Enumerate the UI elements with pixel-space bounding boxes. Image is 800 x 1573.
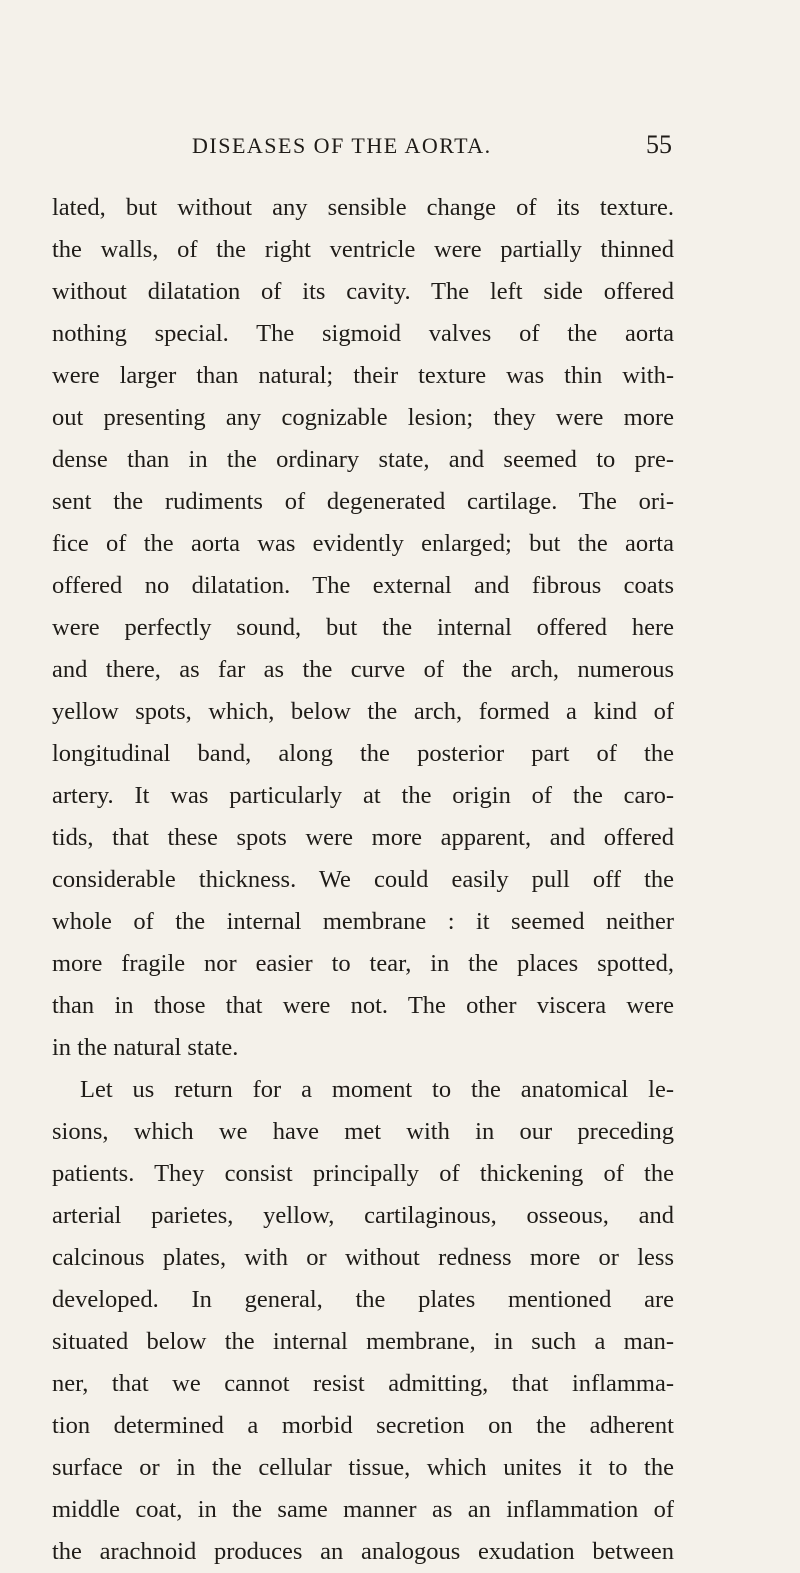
text-line: offered no dilatation. The external and fibrous coats: [52, 572, 674, 599]
text-line: yellow spots, which, below the arch, formed a kind of: [52, 698, 674, 725]
text-line: middle coat, in the same manner as an inflammation of: [52, 1496, 674, 1523]
text-line: artery. It was particularly at the origin of the caro-: [52, 782, 674, 809]
text-line: than in those that were not. The other viscera were: [52, 992, 674, 1019]
text-line: without dilatation of its cavity. The left side offered: [52, 278, 674, 305]
paragraph-start-line: Let us return for a moment to the anatomical le-: [80, 1076, 674, 1103]
text-line: the walls, of the right ventricle were partially thinned: [52, 236, 674, 263]
text-line: developed. In general, the plates mentioned are: [52, 1286, 674, 1313]
text-line: arterial parietes, yellow, cartilaginous, osseous, and: [52, 1202, 674, 1229]
text-line: situated below the internal membrane, in such a man-: [52, 1328, 674, 1355]
text-line: calcinous plates, with or without redness more or less: [52, 1244, 674, 1271]
text-line: tion determined a morbid secretion on the adherent: [52, 1412, 674, 1439]
text-line: sions, which we have met with in our preceding: [52, 1118, 674, 1145]
text-line: considerable thickness. We could easily pull off the: [52, 866, 674, 893]
text-line: whole of the internal membrane : it seemed neither: [52, 908, 674, 935]
body-text: [52, 187, 674, 1565]
text-line: the arachnoid produces an analogous exudation between: [52, 1538, 674, 1565]
text-line: sent the rudiments of degenerated cartilage. The ori-: [52, 488, 674, 515]
text-line: ner, that we cannot resist admitting, that inflamma-: [52, 1370, 674, 1397]
text-line: dense than in the ordinary state, and seemed to pre-: [52, 446, 674, 473]
text-line: surface or in the cellular tissue, which unites it to the: [52, 1454, 674, 1481]
page-number: 55: [646, 130, 672, 159]
text-line: and there, as far as the curve of the arch, numerous: [52, 656, 674, 683]
text-line: fice of the aorta was evidently enlarged; but the aorta: [52, 530, 674, 557]
text-line: tids, that these spots were more apparent, and offered: [52, 824, 674, 851]
text-line: out presenting any cognizable lesion; they were more: [52, 404, 674, 431]
text-line: longitudinal band, along the posterior part of the: [52, 740, 674, 767]
running-head: DISEASES OF THE AORTA.: [192, 133, 492, 158]
page-header: [192, 130, 672, 173]
text-line: nothing special. The sigmoid valves of the aorta: [52, 320, 674, 347]
text-line: lated, but without any sensible change of its texture.: [52, 194, 674, 221]
paragraph-end-line: in the natural state.: [52, 1034, 239, 1061]
text-line: were larger than natural; their texture was thin with-: [52, 362, 674, 389]
text-line: more fragile nor easier to tear, in the places spotted,: [52, 950, 674, 977]
text-line: patients. They consist principally of thickening of the: [52, 1160, 674, 1187]
text-line: were perfectly sound, but the internal offered here: [52, 614, 674, 641]
